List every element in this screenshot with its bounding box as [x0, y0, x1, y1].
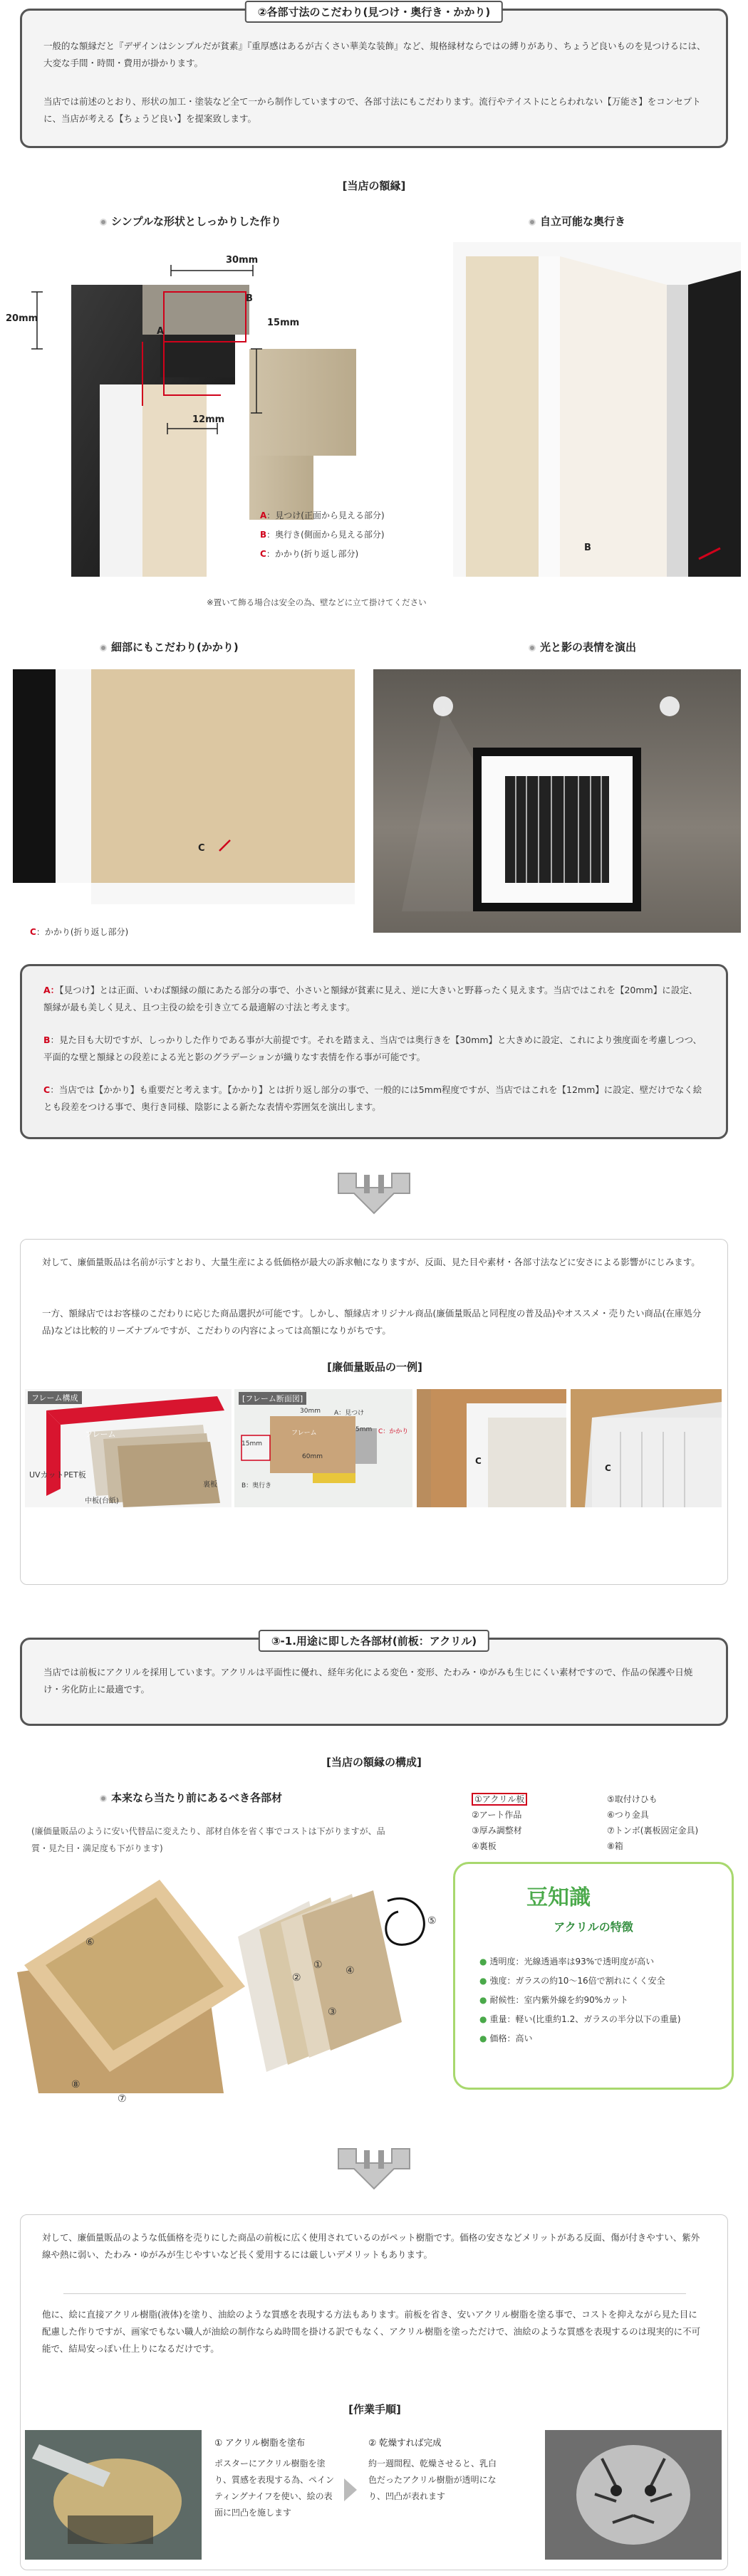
procedure-heading: [作業手順]	[348, 2403, 401, 2416]
label-b: B	[246, 293, 253, 304]
knowledge-item: ● 重量：軽い(比重約1.2、ガラスの半分以下の重量)	[479, 2010, 681, 2029]
down-arrow-icon	[331, 2143, 417, 2193]
explain-a: A：【見つけ】とは正面、いわば額縁の顔にあたる部分の事で、小さいと額縁が貧素に見え、逆に大きいと野暮ったく見えます。当店ではこれを【20mm】に設定、額縁が最も美しく見え、且つ主役の絵を引き立てる最適解の寸法と考えます。	[43, 985, 698, 1012]
dimension-12mm: 12mm	[192, 414, 225, 425]
explain-box	[20, 964, 728, 1139]
step1-title: ① アクリル樹脂を塗布	[214, 2437, 306, 2448]
knowledge-item: ● 価格：高い	[479, 2029, 681, 2048]
explain-c: C：当店では【かかり】も重要だと考えます。【かかり】とは折り返し部分の事で、一般的には5mm程度ですが、当店ではこれを【12mm】に設定、壁だけでなく絵とも段差をつける事で、奥行き同様、陰影による新たな表情や雰囲気を演出します。	[43, 1084, 702, 1112]
img4-c-label: C	[605, 1463, 611, 1473]
part-spacer: ③厚み調整材	[472, 1826, 522, 1836]
wall-display-photo	[373, 669, 741, 933]
dimension-30mm: 30mm	[226, 255, 259, 266]
dimension-15mm: 15mm	[267, 318, 300, 328]
marker-2: ②	[292, 1972, 301, 1984]
knowledge-list	[479, 1952, 681, 2048]
divider	[63, 2293, 686, 2294]
frame-heading: [当店の額縁]	[342, 179, 406, 192]
part-backboard: ④裏板	[472, 1841, 497, 1851]
frame-corner-diagram	[7, 242, 449, 612]
knowledge-title: アクリルの特徴	[554, 1920, 633, 1934]
parts-heading: 本来なら当たり前にあるべき各部材	[100, 1790, 282, 1805]
step1-text: ポスターにアクリル樹脂を塗り、質感を表現する為、ペインティングナイフを使い、絵の表面に凹凸を施します	[214, 2459, 335, 2518]
part-art: ②アート作品	[472, 1810, 522, 1820]
frame-detail-photo	[13, 669, 355, 904]
knowledge-item: ● 耐候性：室内紫外線を約90%カット	[479, 1991, 681, 2010]
pet-para2: 他に、絵に直接アクリル樹脂(液体)を塗り、油絵のような質感を表現する方法もあります。前板を省き、安いアクリル樹脂を塗る事で、コストを抑えながら見た目に配慮した作りですが、画家でもない職人が油絵の制作ならぬ時間を掛ける訳でもなく、アクリル樹脂を塗っただけで、油絵のような質感を表現するのは現実的に不可能で、結局安っぽい仕上りになるだけです。	[42, 2309, 701, 2354]
down-arrow-icon	[331, 1168, 417, 1218]
depth-heading: 自立可能な奥行き	[529, 214, 625, 229]
pet-para1: 対して、廉価量販品のような低価格を売りにした商品の前板に広く使用されているのがペット樹脂です。価格の安さなどメリットがある反面、傷が付きやすい、紫外線や熱に弱い、たわみ・ゆがみが生じやすいなど長く愛用するには厳しいデメリットもあります。	[42, 2232, 700, 2260]
bullet-icon	[100, 219, 107, 226]
marker-5: ⑤	[427, 1915, 437, 1927]
knowledge-item: ● 透明度：光線透過率は93%で透明度が高い	[479, 1952, 681, 1972]
frame-parts-photo	[10, 1858, 447, 2100]
detail-heading: 細部にもこだわり(かかり)	[100, 639, 239, 654]
depth-label-b: B	[584, 543, 591, 553]
cheap-frame-section-image	[234, 1389, 412, 1507]
legend-b: B：奥行き(側面から見える部分)	[260, 530, 385, 540]
part-acrylic: ①アクリル板	[472, 1793, 527, 1805]
part-hanger: ⑥つり金具	[607, 1810, 649, 1820]
marker-7: ⑦	[118, 2093, 127, 2105]
detail-label-c: C	[198, 843, 205, 854]
structure-heading: [当店の額縁の構成]	[326, 1756, 422, 1769]
section3-box	[20, 1635, 728, 1726]
section2-para1: 一般的な額縁だと『デザインはシンプルだが貧素』『重厚感はあるが古くさい華美な装飾』など、規格縁材ならではの縛りがあり、ちょうど良いものを見つけるには、大変な手間・時間・費用が掛かります。	[43, 41, 706, 68]
label-a: A	[157, 326, 165, 337]
img2-30mm: 30mm	[300, 1408, 321, 1415]
cheap-frame-corner-photo-2	[571, 1389, 722, 1507]
img2-c-label: C：かかり	[378, 1428, 409, 1435]
bullet-icon	[100, 1795, 107, 1802]
cheap-frame-corner-photo-1	[417, 1389, 566, 1507]
img1-title: フレーム構成	[28, 1391, 82, 1404]
part-box: ⑧箱	[607, 1841, 623, 1851]
dried-tiger-artwork-photo	[545, 2430, 722, 2560]
legend-c: C：かかり(折り返し部分)	[260, 549, 359, 559]
step2-title: ② 乾燥すれば完成	[368, 2437, 442, 2448]
legend-a: A：見つけ(正面から見える部分)	[260, 511, 385, 520]
detail-legend: C：かかり(折り返し部分)	[30, 927, 129, 937]
img2-b-label: B：奥行き	[241, 1482, 272, 1489]
img2-a-label: A：見つけ	[334, 1410, 365, 1417]
img1-uv-label: UVカットPET板	[29, 1470, 86, 1480]
img1-frame-label: フレーム	[85, 1430, 116, 1439]
section2-title: ②各部寸法のこだわり(見つけ・奥行き・かかり)	[245, 1, 503, 23]
step2-text: 約一週間程、乾燥させると、乳白色だったアクリル樹脂が透明になり、凹凸が表れます	[368, 2459, 497, 2501]
marker-3: ③	[328, 2006, 337, 2018]
marker-8: ⑧	[71, 2079, 80, 2090]
part-string: ⑤取付けひも	[607, 1794, 658, 1804]
img2-15mm: 15mm	[241, 1440, 262, 1447]
marker-1: ①	[313, 1959, 323, 1971]
img2-frame-label: フレーム	[291, 1430, 317, 1437]
section2-para2: 当店では前述のとおり、形状の加工・塗装など全て一から制作していますので、各部寸法にもこだわります。流行やテイストにとらわれない【万能さ】をコンセプトに、当店が考える【ちょうど良い】を提案致します。	[43, 96, 701, 124]
section3-para: 当店では前板にアクリルを採用しています。アクリルは平面性に優れ、経年劣化による変色・変形、たわみ・ゆがみも生じにくい素材ですので、作品の保護や日焼け・劣化防止に最適です。	[43, 1667, 693, 1695]
shape-note: ※置いて飾る場合は安全の為、壁などに立て掛けてください	[207, 597, 427, 607]
dimension-20mm: 20mm	[6, 313, 38, 324]
img2-title: [フレーム断面図]	[239, 1392, 306, 1405]
img2-60mm: 60mm	[302, 1453, 323, 1460]
marker-6: ⑥	[85, 1937, 95, 1948]
pet-resin-box	[20, 2214, 728, 2570]
knowledge-badge: 豆知識	[526, 1885, 591, 1910]
example-heading: [廉価量販品の一例]	[327, 1361, 422, 1373]
img1-mat-label: 中板(台紙)	[85, 1497, 119, 1505]
img2-5mm: 5mm	[355, 1426, 373, 1433]
step-arrow-icon	[344, 2478, 357, 2501]
compare-para2: 一方、額縁店ではお客様のこだわりに応じた商品選択が可能です。しかし、額縁店オリジナル商品(廉価量販品と同程度の普及品)やオススメ・売りたい商品(在庫処分品)などは比較的リーズナブルですが、こだわりの内容によっては高額になりがちです。	[42, 1308, 702, 1336]
img1-back-label: 裏板	[203, 1481, 217, 1489]
parts-note: (廉価量販品のように安い代替品に変えたり、部材自体を省く事でコストは下がりますが、品質・見た目・満足度も下がります)	[31, 1826, 385, 1853]
compare-box	[20, 1239, 728, 1585]
light-heading: 光と影の表情を演出	[529, 639, 636, 654]
bullet-icon	[529, 219, 536, 226]
marker-4: ④	[346, 1965, 355, 1976]
knowledge-item: ● 強度：ガラスの約10～16倍で割れにくく安全	[479, 1972, 681, 1991]
img3-c-label: C	[475, 1456, 482, 1466]
frame-depth-photo	[453, 242, 741, 577]
section3-title: ③-1.用途に即した各部材(前板：アクリル)	[259, 1630, 489, 1652]
explain-b: B：見た目も大切ですが、しっかりした作りである事が大前提です。それを踏まえ、当店では奥行きを【30mm】と大きめに設定、これにより強度面を考慮しつつ、平面的な壁と額縁との段差による光と影のグラデーションが織りなす表情を作る事が可能です。	[43, 1035, 702, 1062]
bullet-icon	[100, 644, 107, 651]
section2-box	[20, 6, 728, 148]
cheap-frame-structure-image	[25, 1389, 232, 1507]
compare-para1: 対して、廉価量販品は名前が示すとおり、大量生産による低価格が最大の訴求軸になりますが、反面、見た目や素材・各部寸法などに安さによる影響がにじみます。	[42, 1257, 700, 1267]
acrylic-knowledge-card	[453, 1862, 734, 2090]
shape-heading: シンプルな形状としっかりした作り	[100, 214, 281, 229]
bullet-icon	[529, 644, 536, 651]
part-clip: ⑦トンボ(裏板固定金具)	[607, 1826, 699, 1836]
resin-application-photo	[25, 2430, 202, 2560]
label-c: C	[207, 375, 214, 386]
